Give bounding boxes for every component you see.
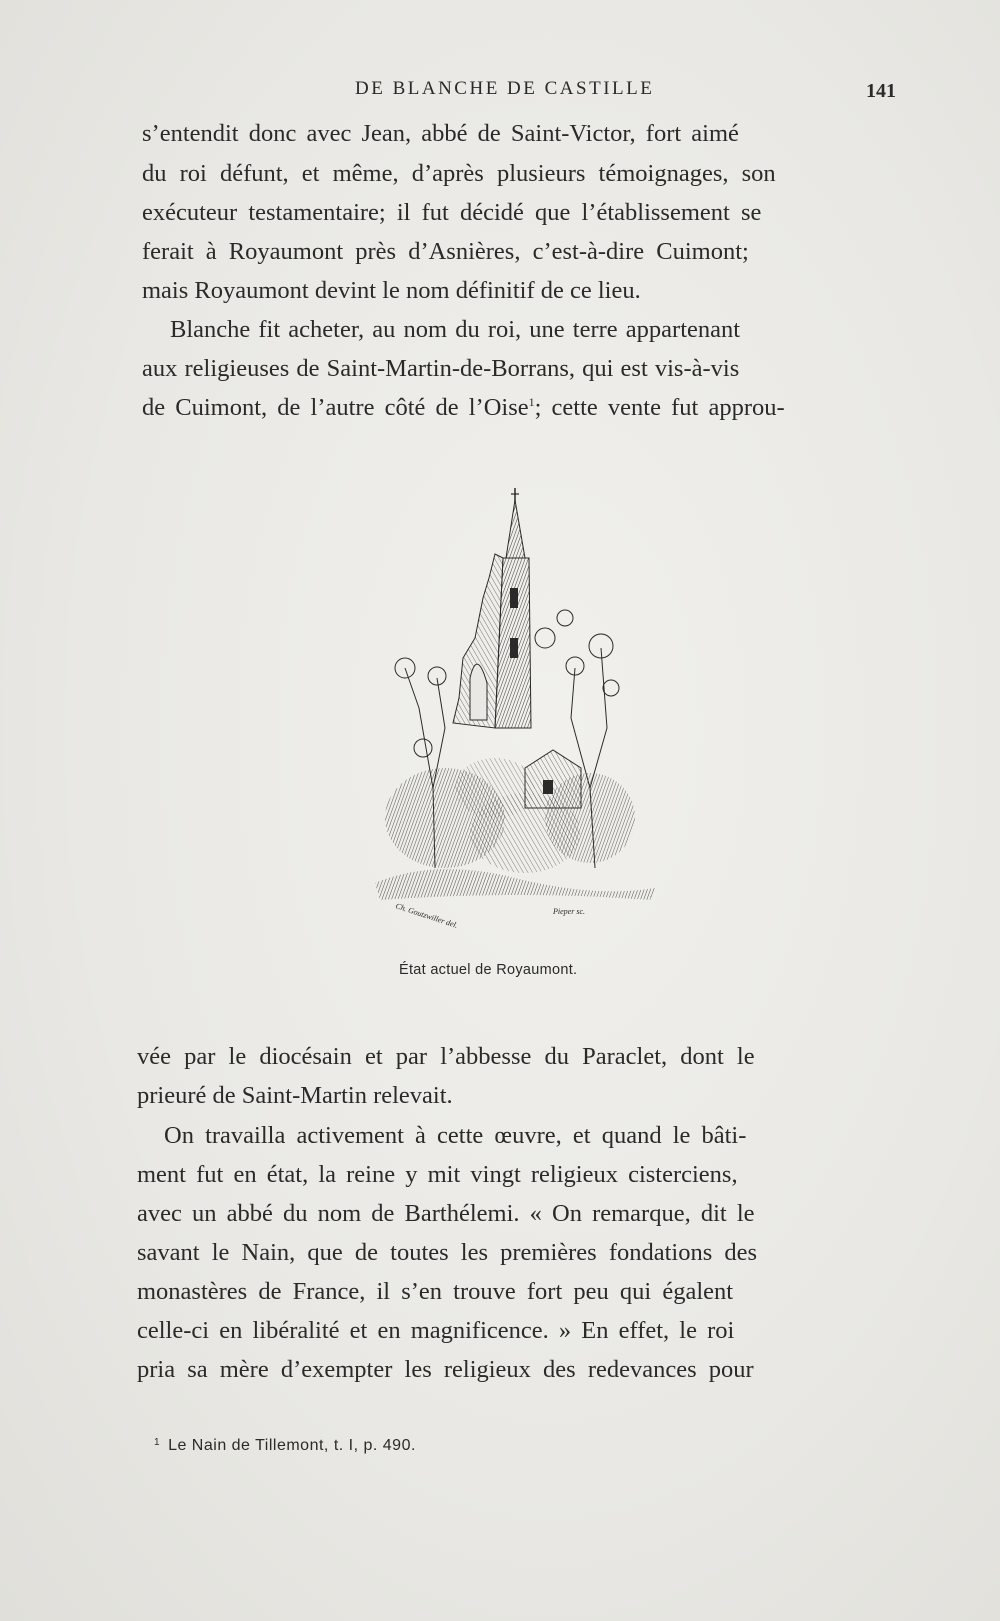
text-line: prieuré de Saint-Martin relevait. xyxy=(137,1082,453,1109)
page-number: 141 xyxy=(866,80,896,102)
text-line: ferait à Royaumont près d’Asnières, c’est-à-dire Cuimont; xyxy=(142,238,749,265)
text-line: du roi défunt, et même, d’après plusieurs témoignages, son xyxy=(142,160,776,187)
footnote-number: 1 xyxy=(154,1437,161,1448)
text-line: vée par le diocésain et par l’abbesse du Paraclet, dont le xyxy=(137,1043,755,1070)
text-line: mais Royaumont devint le nom définitif de ce lieu. xyxy=(142,277,641,304)
footnote-text: Le Nain de Tillemont, t. I, p. 490. xyxy=(168,1437,416,1454)
figure-caption: État actuel de Royaumont. xyxy=(399,962,578,978)
running-head xyxy=(140,78,900,108)
text-line: avec un abbé du nom de Barthélemi. « On remarque, dit le xyxy=(137,1200,755,1227)
ruined-tower xyxy=(453,488,531,728)
text-segment: de Cuimont, de l’autre côté de l’Oise xyxy=(142,394,529,421)
text-line: ment fut en état, la reine y mit vingt religieux cisterciens, xyxy=(137,1161,738,1188)
running-title: DE BLANCHE DE CASTILLE xyxy=(355,78,655,99)
footnote-marker: 1 xyxy=(528,395,535,409)
royaumont-engraving xyxy=(375,488,655,948)
text-line xyxy=(142,394,785,422)
engraver-signature: Pieper sc. xyxy=(553,907,585,916)
text-line: s’entendit donc avec Jean, abbé de Saint-Victor, fort aimé xyxy=(142,120,739,147)
footnote xyxy=(154,1437,416,1455)
text-line: savant le Nain, que de toutes les premières fondations des xyxy=(137,1239,758,1266)
text-line: aux religieuses de Saint-Martin-de-Borrans, qui est vis-à-vis xyxy=(142,355,740,382)
text-line: celle-ci en libéralité et en magnificence. » En effet, le roi xyxy=(137,1317,735,1344)
artist-signature: Ch. Goutzwiller del. xyxy=(394,901,459,930)
text-segment: ; cette vente fut approu- xyxy=(534,394,785,421)
text-line: monastères de France, il s’en trouve fort peu qui égalent xyxy=(137,1278,734,1305)
text-line: pria sa mère d’exempter les religieux des redevances pour xyxy=(137,1356,754,1383)
paragraph-start-line: On travailla activement à cette œuvre, et quand le bâti- xyxy=(164,1122,747,1149)
bushes xyxy=(375,758,655,900)
paragraph-start-line: Blanche fit acheter, au nom du roi, une terre appartenant xyxy=(170,316,741,343)
text-line: exécuteur testamentaire; il fut décidé que l’établissement se xyxy=(142,199,762,226)
